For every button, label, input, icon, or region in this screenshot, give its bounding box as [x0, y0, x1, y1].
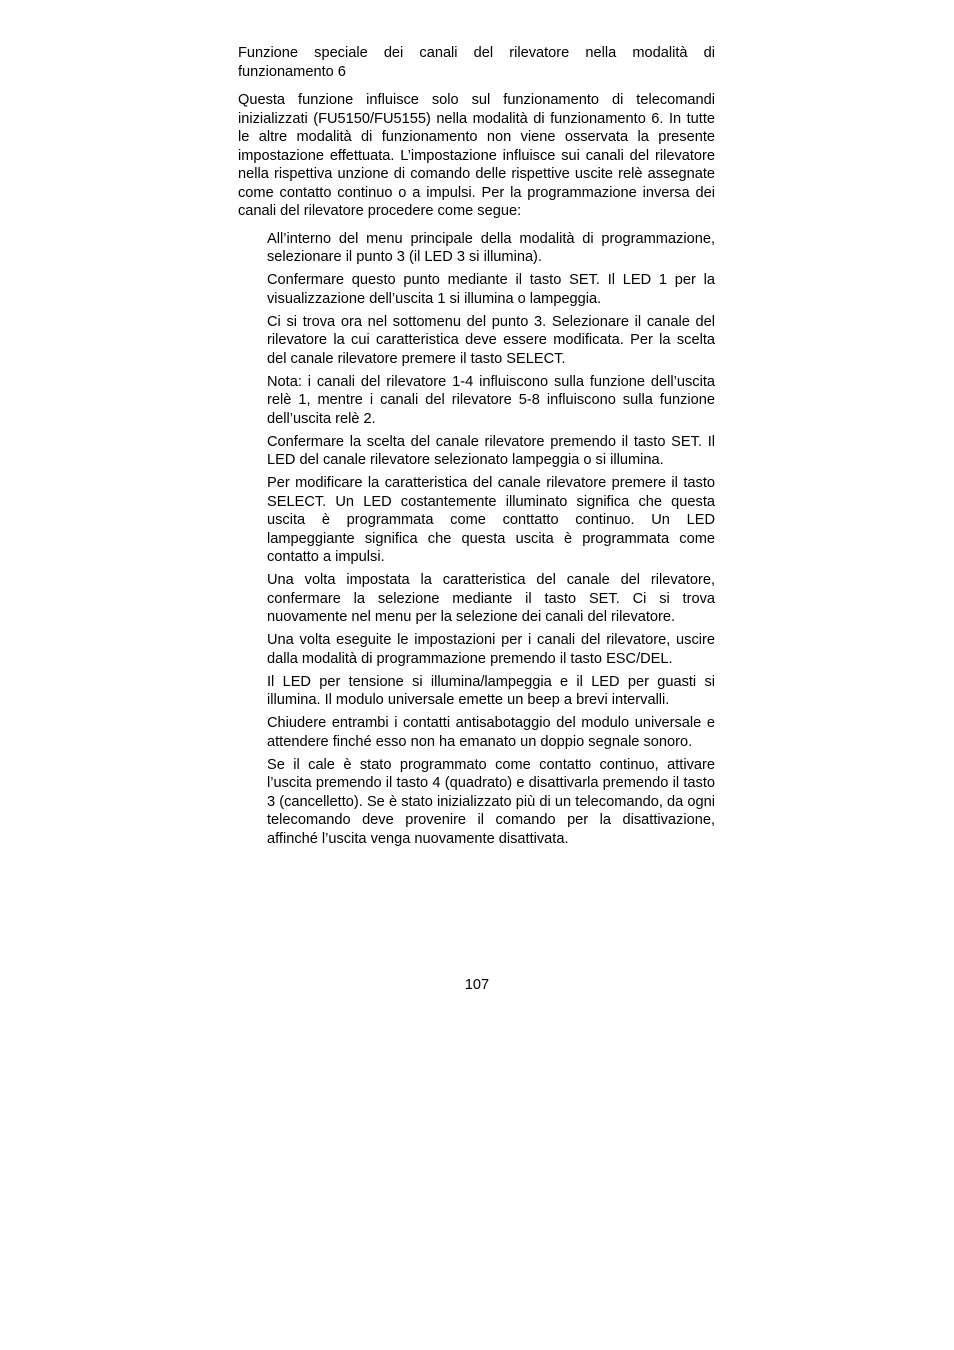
- step-item: Per modificare la caratteristica del canale rilevatore premere il tasto SELECT. Un LED costantemente illuminato significa che questa uscita è programmata come conttatto continuo. Un LED lampeggiante significa che questa uscita è programmata come contatto a impulsi.: [267, 475, 715, 565]
- intro-paragraph: Questa funzione influisce solo sul funzionamento di telecomandi inizializzati (FU5150/FU5155) nella modalità di funzionamento 6. In tutte le altre modalità di funzionamento non viene osservata la presente impostazione effettuata. L’impostazione influisce sui canali del rilevatore nella rispettiva unzione di comando delle rispettive uscite relè assegnate come contatto continuo o a impulsi. Per la programmazione inversa dei canali del rilevatore procedere come segue:: [238, 92, 715, 219]
- step-item: All’interno del menu principale della modalità di programmazione, selezionare il punto 3 (il LED 3 si illumina).: [267, 230, 715, 265]
- step-item: Una volta impostata la caratteristica del canale del rilevatore, confermare la selezione mediante il tasto SET. Ci si trova nuovamente nel menu per la selezione dei canali del rilevatore.: [267, 572, 715, 625]
- page-content: [238, 44, 715, 853]
- page-number: 107: [464, 977, 490, 993]
- step-item: Chiudere entrambi i contatti antisabotaggio del modulo universale e attendere finché esso non ha emanato un doppio segnale sonoro.: [267, 715, 715, 750]
- step-item: Nota: i canali del rilevatore 1-4 influiscono sulla funzione dell’uscita relè 1, mentre i canali del rilevatore 5-8 influiscono sulla funzione dell’uscita relè 2.: [267, 373, 715, 427]
- step-item: Ci si trova ora nel sottomenu del punto 3. Selezionare il canale del rilevatore la cui caratteristica deve essere modificata. Per la scelta del canale rilevatore premere il tasto SELECT.: [267, 313, 715, 367]
- step-item: Confermare questo punto mediante il tasto SET. Il LED 1 per la visualizzazione dell’uscita 1 si illumina o lampeggia.: [267, 272, 715, 307]
- step-item: Una volta eseguite le impostazioni per i canali del rilevatore, uscire dalla modalità di programmazione premendo il tasto ESC/DEL.: [267, 632, 715, 667]
- instruction-steps: [238, 230, 715, 849]
- step-item: Se il cale è stato programmato come contatto continuo, attivare l’uscita premendo il tasto 4 (quadrato) e disattivarla premendo il tasto 3 (cancelletto). Se è stato inizializzato più di un telecomando, da ogni telecomando deve provenire il comando per la disattivazione, affinché l’uscita venga nuovamente disattivata.: [267, 756, 715, 847]
- step-item: Il LED per tensione si illumina/lampeggia e il LED per guasti si illumina. Il modulo universale emette un beep a brevi intervalli.: [267, 673, 715, 708]
- section-heading: Funzione speciale dei canali del rilevatore nella modalità di funzionamento 6: [238, 45, 715, 80]
- step-item: Confermare la scelta del canale rilevatore premendo il tasto SET. Il LED del canale rilevatore selezionato lampeggia o si illumina.: [267, 433, 715, 468]
